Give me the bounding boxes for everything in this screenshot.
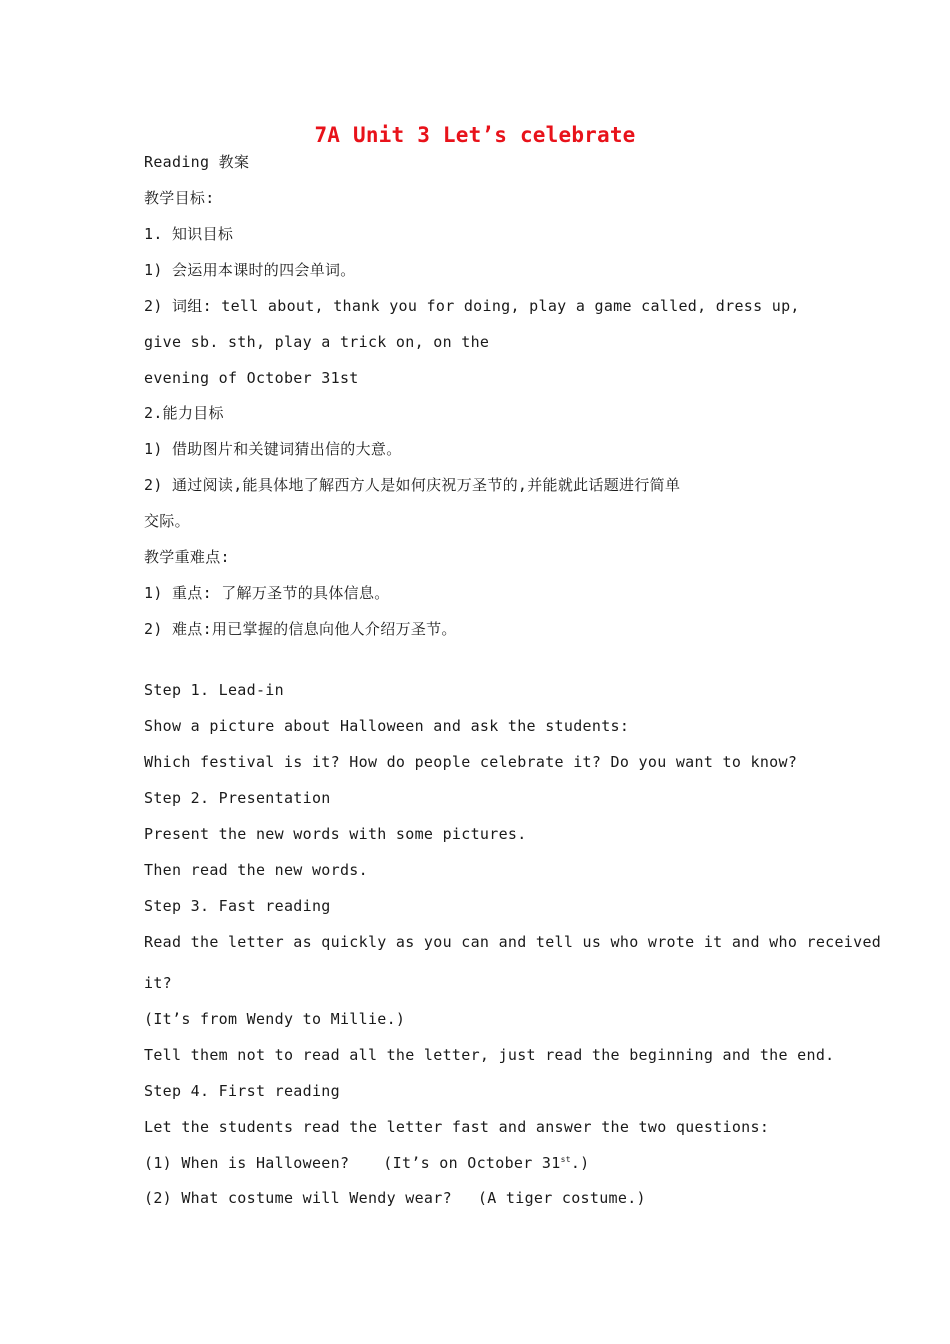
- question-2-line: [144, 1188, 646, 1208]
- text-line-step-3-desc: Read the letter as quickly as you can and tell us who wrote it and who received: [144, 933, 882, 951]
- text-line-step-4: Step 4. First reading: [144, 1082, 340, 1100]
- text-line-step-3: Step 3. Fast reading: [144, 897, 331, 915]
- text-line-step-3-desc-cont: it?: [144, 974, 172, 992]
- text-line-knowledge-goal: 1. 知识目标: [144, 225, 234, 243]
- text-line-ability-1: 1) 借助图片和关键词猜出信的大意。: [144, 440, 402, 458]
- text-line-ability-goal: 2.能力目标: [144, 404, 224, 422]
- text-line-step-3-answer: (It’s from Wendy to Millie.): [144, 1010, 406, 1028]
- text-line-step-1: Step 1. Lead-in: [144, 681, 284, 699]
- question-1-answer-end: .): [570, 1154, 590, 1172]
- text-line-knowledge-1: 1) 会运用本课时的四会单词。: [144, 261, 356, 279]
- text-line-step-2: Step 2. Presentation: [144, 789, 331, 807]
- text-line-phrases-end: evening of October 31st: [144, 369, 359, 387]
- text-line-step-1-questions: Which festival is it? How do people celebrate it? Do you want to know?: [144, 753, 798, 771]
- question-1-text: (1) When is Halloween?: [144, 1154, 350, 1172]
- text-line-ability-2: 2) 通过阅读,能具体地了解西方人是如何庆祝万圣节的,并能就此话题进行简单: [144, 476, 681, 494]
- text-line-knowledge-2: 2) 词组: tell about, thank you for doing, play a game called, dress up,: [144, 297, 800, 315]
- text-line-step-1-desc: Show a picture about Halloween and ask the students:: [144, 717, 630, 735]
- question-1-answer: [383, 1154, 589, 1172]
- question-1-answer-text: (It’s on October 31: [383, 1154, 561, 1172]
- text-line-ability-2-cont: 交际。: [144, 512, 190, 530]
- text-line-step-2-desc: Present the new words with some pictures.: [144, 825, 527, 843]
- text-line-key-points-heading: 教学重难点:: [144, 548, 230, 566]
- text-line-step-4-desc: Let the students read the letter fast and answer the two questions:: [144, 1118, 770, 1136]
- text-line-objectives-heading: 教学目标:: [144, 189, 215, 207]
- text-line-step-2-read: Then read the new words.: [144, 861, 368, 879]
- document-title: 7A Unit 3 Let’s celebrate: [314, 123, 636, 147]
- text-line-step-3-note: Tell them not to read all the letter, just read the beginning and the end.: [144, 1046, 835, 1064]
- question-2-text: (2) What costume will Wendy wear?: [144, 1189, 452, 1207]
- text-line-difficult-point: 2) 难点:用已掌握的信息向他人介绍万圣节。: [144, 620, 457, 638]
- question-2-answer: (A tiger costume.): [477, 1189, 646, 1207]
- text-line-phrases-cont: give sb. sth, play a trick on, on the: [144, 333, 490, 351]
- text-line-reading: Reading 教案: [144, 153, 250, 171]
- question-1-answer-superscript: st: [560, 1155, 571, 1164]
- text-line-key-point: 1) 重点: 了解万圣节的具体信息。: [144, 584, 390, 602]
- question-1-line: [144, 1153, 589, 1173]
